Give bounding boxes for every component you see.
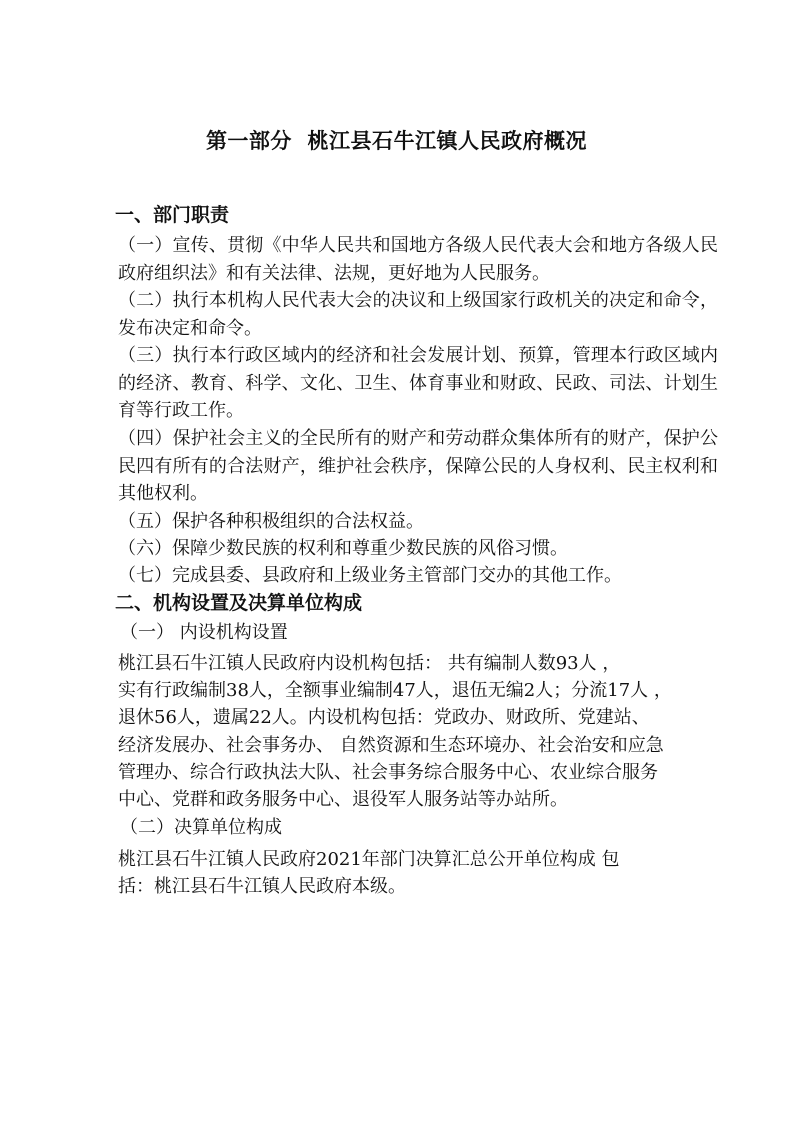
internal-line-3: 退休56人，遗属22人。内设机构包括：党政办、财政所、党建站、 <box>118 707 650 728</box>
duty-item-4: （四）保护社会主义的全民所有的财产和劳动群众集体所有的财产，保护公民四有所有的合法财产，维护社会秩序，保障公民的人身权利、民主权利和其他权利。 <box>118 428 718 504</box>
duty-item-3: （三）执行本行政区域内的经济和社会发展计划、预算，管理本行政区域内的经济、教育、科学、文化、卫生、体育事业和财政、民政、司法、计划生育等行政工作。 <box>118 345 718 421</box>
internal-line-2: 实有行政编制38人，全额事业编制47人，退伍无编2人；分流17人 ， <box>118 680 672 701</box>
subsection-heading-budget: （二）决算单位构成 <box>120 817 282 838</box>
section-heading-structure: 二、机构设置及决算单位构成 <box>115 592 363 614</box>
duty-item-7: （七）完成县委、县政府和上级业务主管部门交办的其他工作。 <box>118 565 622 586</box>
internal-line-5: 管理办、综合行政执法大队、社会事务综合服务中心、农业综合服务 <box>118 762 658 783</box>
duty-item-2: （二）执行本机构人民代表大会的决议和上级国家行政机关的决定和命令，发布决定和命令。 <box>118 290 718 339</box>
section-heading-duties: 一、部门职责 <box>115 204 230 226</box>
duty-item-1: （一）宣传、贯彻《中华人民共和国地方各级人民代表大会和地方各级人民政府组织法》和有关法律、法规，更好地为人民服务。 <box>118 235 718 284</box>
page-title: 第一部分 桃江县石牛江镇人民政府概况 <box>205 129 588 153</box>
duty-item-5: （五）保护各种积极组织的合法权益。 <box>118 511 424 532</box>
budget-line-1: 桃江县石牛江镇人民政府2021年部门决算汇总公开单位构成 包 <box>118 849 620 870</box>
subsection-heading-internal: （一） 内设机构设置 <box>120 622 288 643</box>
internal-line-1: 桃江县石牛江镇人民政府内设机构包括： 共有编制人数93人 ， <box>118 653 621 674</box>
internal-line-6: 中心、党群和政务服务中心、退役军人服务站等办站所。 <box>118 789 568 810</box>
duty-item-6: （六）保障少数民族的权利和尊重少数民族的风俗习惯。 <box>118 538 568 559</box>
budget-line-2: 括：桃江县石牛江镇人民政府本级。 <box>118 876 406 897</box>
internal-line-4: 经济发展办、社会事务办、 自然资源和生态环境办、社会治安和应急 <box>118 735 664 756</box>
